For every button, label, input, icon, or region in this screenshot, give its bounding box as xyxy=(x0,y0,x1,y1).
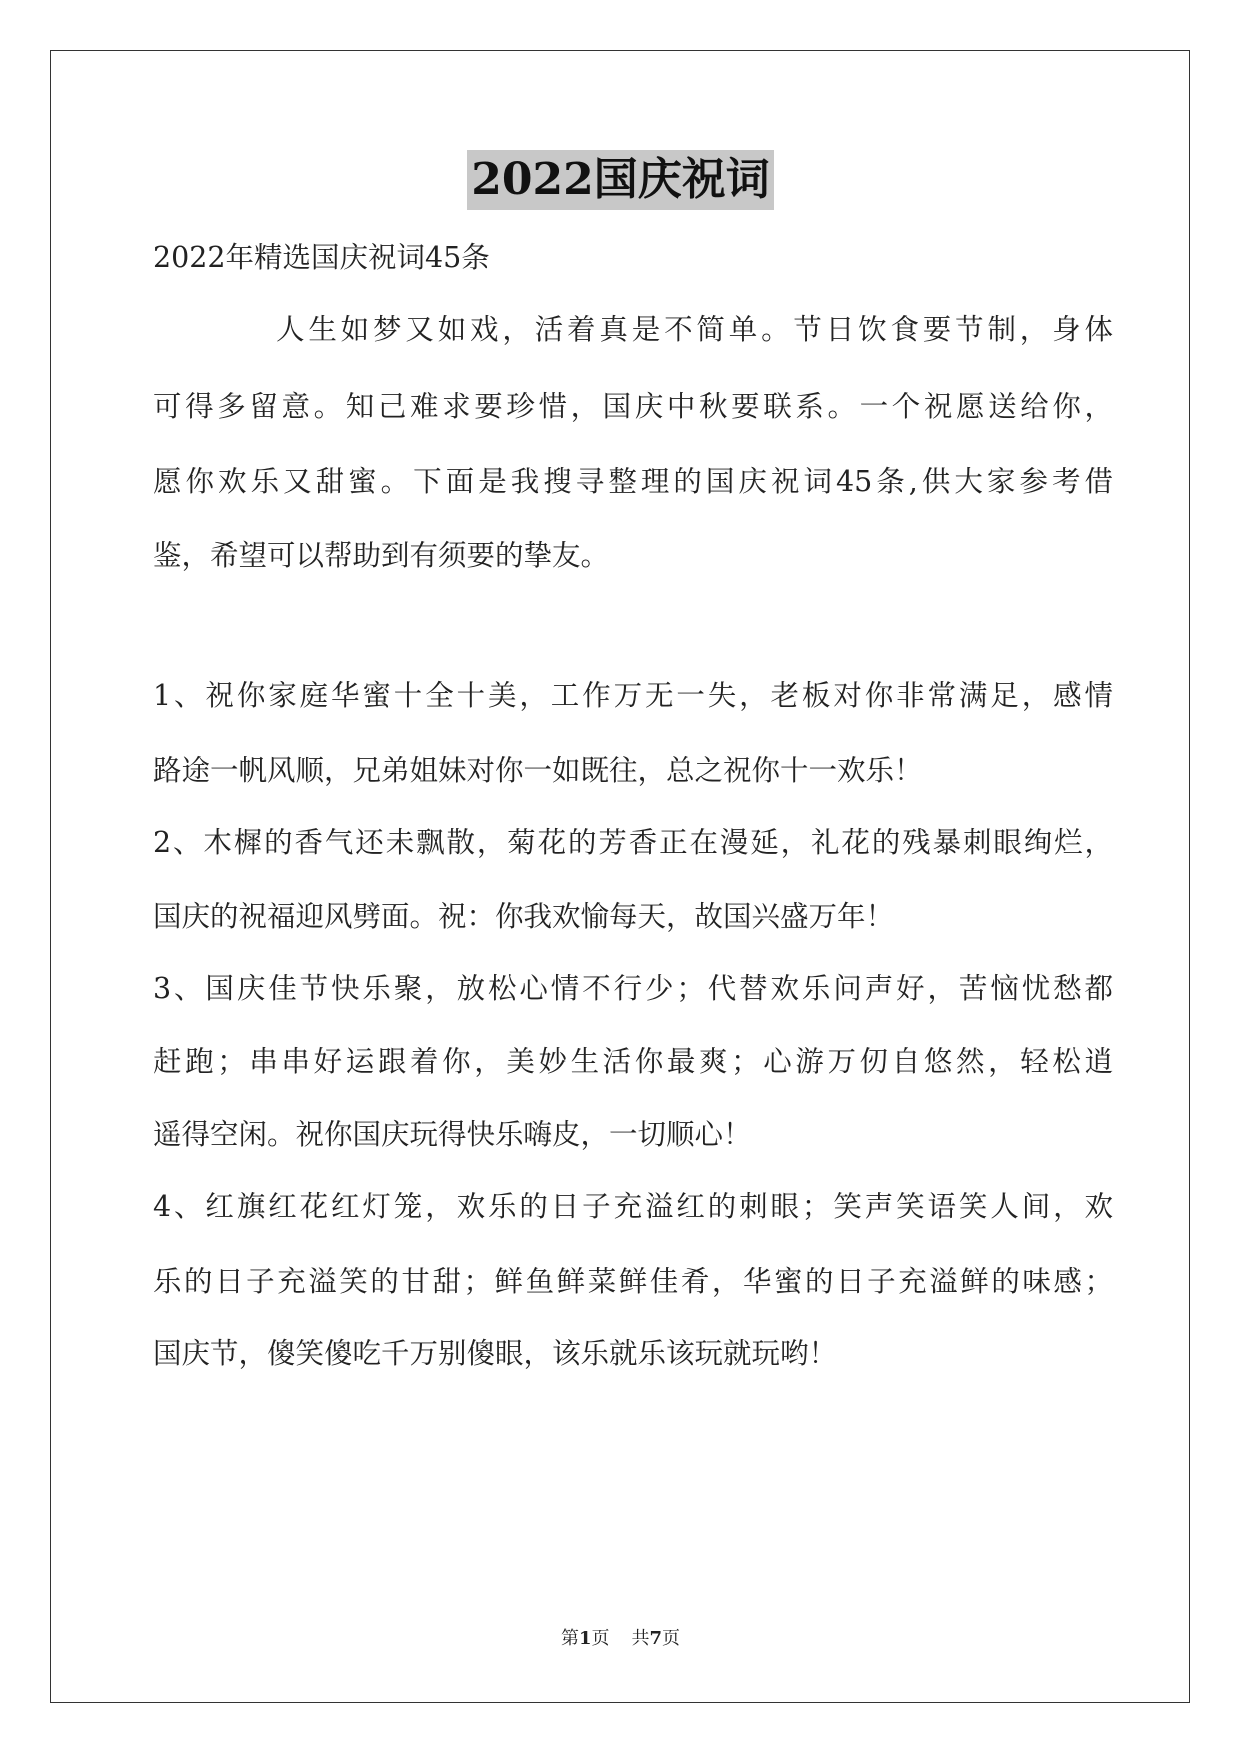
item-line-2: 路途一帆风顺，兄弟姐妹对你一如既往，总之祝你十一欢乐！ xyxy=(153,754,923,787)
item-line-6: 赶跑；串串好运跟着你，美妙生活你最爽；心游万仞自悠然，轻松逍 xyxy=(153,1045,1113,1078)
item-line-9: 乐的日子充溢笑的甘甜；鲜鱼鲜菜鲜佳肴，华蜜的日子充溢鲜的味感； xyxy=(153,1265,1113,1298)
current-page-number: 1 xyxy=(578,1628,592,1649)
intro-line-1: 人生如梦又如戏，活着真是不简单。节日饮食要节制，身体 xyxy=(276,313,1113,346)
page-suffix: 页 xyxy=(591,1628,610,1649)
page-footer xyxy=(0,1627,1241,1651)
intro-line-3: 愿你欢乐又甜蜜。下面是我搜寻整理的国庆祝词45条,供大家参考借 xyxy=(153,465,1113,498)
item-line-5: 3、国庆佳节快乐聚，放松心情不行少；代替欢乐问声好，苦恼忧愁都 xyxy=(153,972,1113,1005)
intro-line-2: 可得多留意。知己难求要珍惜，国庆中秋要联系。一个祝愿送给你， xyxy=(153,390,1113,423)
document-subtitle: 2022年精选国庆祝词45条 xyxy=(153,241,490,274)
document-title-wrapper xyxy=(0,150,1241,210)
total-page-count: 7 xyxy=(649,1628,663,1649)
document-title: 2022国庆祝词 xyxy=(467,150,773,210)
item-line-8: 4、红旗红花红灯笼，欢乐的日子充溢红的刺眼；笑声笑语笑人间，欢 xyxy=(153,1190,1113,1223)
page-prefix: 第 xyxy=(560,1628,579,1649)
item-line-3: 2、木樨的香气还未飘散，菊花的芳香正在漫延，礼花的残暴刺眼绚烂， xyxy=(153,826,1113,859)
total-suffix: 页 xyxy=(662,1628,681,1649)
item-line-7: 遥得空闲。祝你国庆玩得快乐嗨皮，一切顺心！ xyxy=(153,1118,752,1151)
intro-line-4: 鉴，希望可以帮助到有须要的挚友。 xyxy=(153,539,610,572)
item-line-4: 国庆的祝福迎风劈面。祝：你我欢愉每天，故国兴盛万年！ xyxy=(153,900,895,933)
total-prefix: 共 xyxy=(631,1628,650,1649)
item-line-1: 1、祝你家庭华蜜十全十美，工作万无一失，老板对你非常满足，感情 xyxy=(153,679,1113,712)
item-line-10: 国庆节，傻笑傻吃千万别傻眼，该乐就乐该玩就玩哟！ xyxy=(153,1337,838,1370)
page-border xyxy=(50,50,1190,1703)
